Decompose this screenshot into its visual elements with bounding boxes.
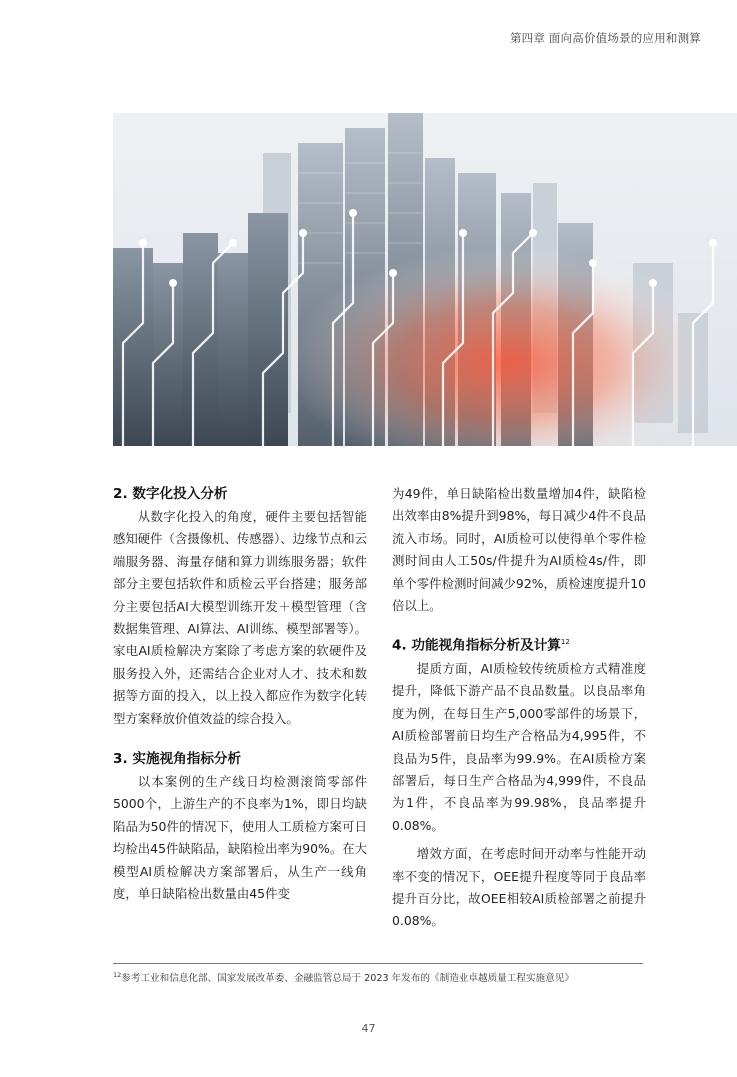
paragraph-implementation-view: 以本案例的生产线日均检测滚筒零部件5000个，上游生产的不良率为1%，即日均缺陷品为50件的情况下，使用人工质检方案可日均检出45件缺陷品，缺陷检出率为90%。在大模型AI质检解决方案部署后，从生产一线角度，单日缺陷检出数量由45件变 — [113, 774, 367, 902]
paragraph-digital-investment: 从数字化投入的角度，硬件主要包括智能感知硬件（含摄像机、传感器）、边缘节点和云端服务器、海量存储和算力训练服务器；软件部分主要包括软件和质检云平台搭建；服务部分主要包括AI大模型训练开发＋模型管理（含数据集管理、AI算法、AI训练、模型部署等）。家电AI质检解决方案除了考虑方案的软硬件及服务投入外，还需结合企业对人才、技术和数据等方面的投入，以上投入都应作为数字化转型方案释放价值效益的综合投入。 — [113, 509, 368, 726]
section-heading-functional-view — [392, 631, 646, 658]
functional-view-heading-text: 4. 功能视角指标分析及计算 — [392, 637, 561, 654]
right-column — [392, 483, 646, 933]
chapter-header: 第四章 面向高价值场景的应用和测算 — [509, 31, 701, 45]
footnote-reference: 12 — [560, 638, 570, 647]
section-heading-digital-investment: 2. 数字化投入分析 — [113, 486, 228, 502]
page-number: 47 — [361, 1022, 376, 1035]
footnote-text: 参考工业和信息化部、国家发展改革委、金融监管总局于 2023 年发布的《制造业卓越质量工程实施意见》 — [121, 973, 574, 985]
section-heading-implementation-view: 3. 实施视角指标分析 — [113, 751, 242, 768]
paragraph-efficiency: 增效方面，在考虑时间开动率与性能开动率不变的情况下，OEE提升程度等同于良品率提升百分比，故OEE相较AI质检部署之前提升0.08%。 — [392, 846, 646, 929]
footnote-mark: 12 — [113, 971, 122, 979]
paragraph-implementation-continuation: 为49件，单日缺陷检出数量增加4件，缺陷检出效率由8%提升到98%，每日减少4件不良品流入市场。同时，AI质检可以使得单个零件检测时间由人工50s/件提升为AI质检4s/件，即单个零件检测时间减少92%，质检速度提升10倍以上。 — [392, 486, 646, 614]
footnote-divider — [113, 963, 643, 964]
left-column — [113, 483, 367, 906]
paragraph-quality: 提质方面，AI质检较传统质检方式精准度提升，降低下游产品不良品数量。以良品率角度为例，在每日生产5,000零部件的场景下，AI质检部署前日均生产合格品为4,995件，不良品为5件，良品率为99.9%。在AI质检方案部署后，每日生产合格品为4,999件，不良品为1件，不良品率为99.98%，良品率提升0.08%。 — [392, 660, 646, 833]
city-circuit-image — [113, 113, 737, 446]
footnote — [113, 968, 693, 986]
